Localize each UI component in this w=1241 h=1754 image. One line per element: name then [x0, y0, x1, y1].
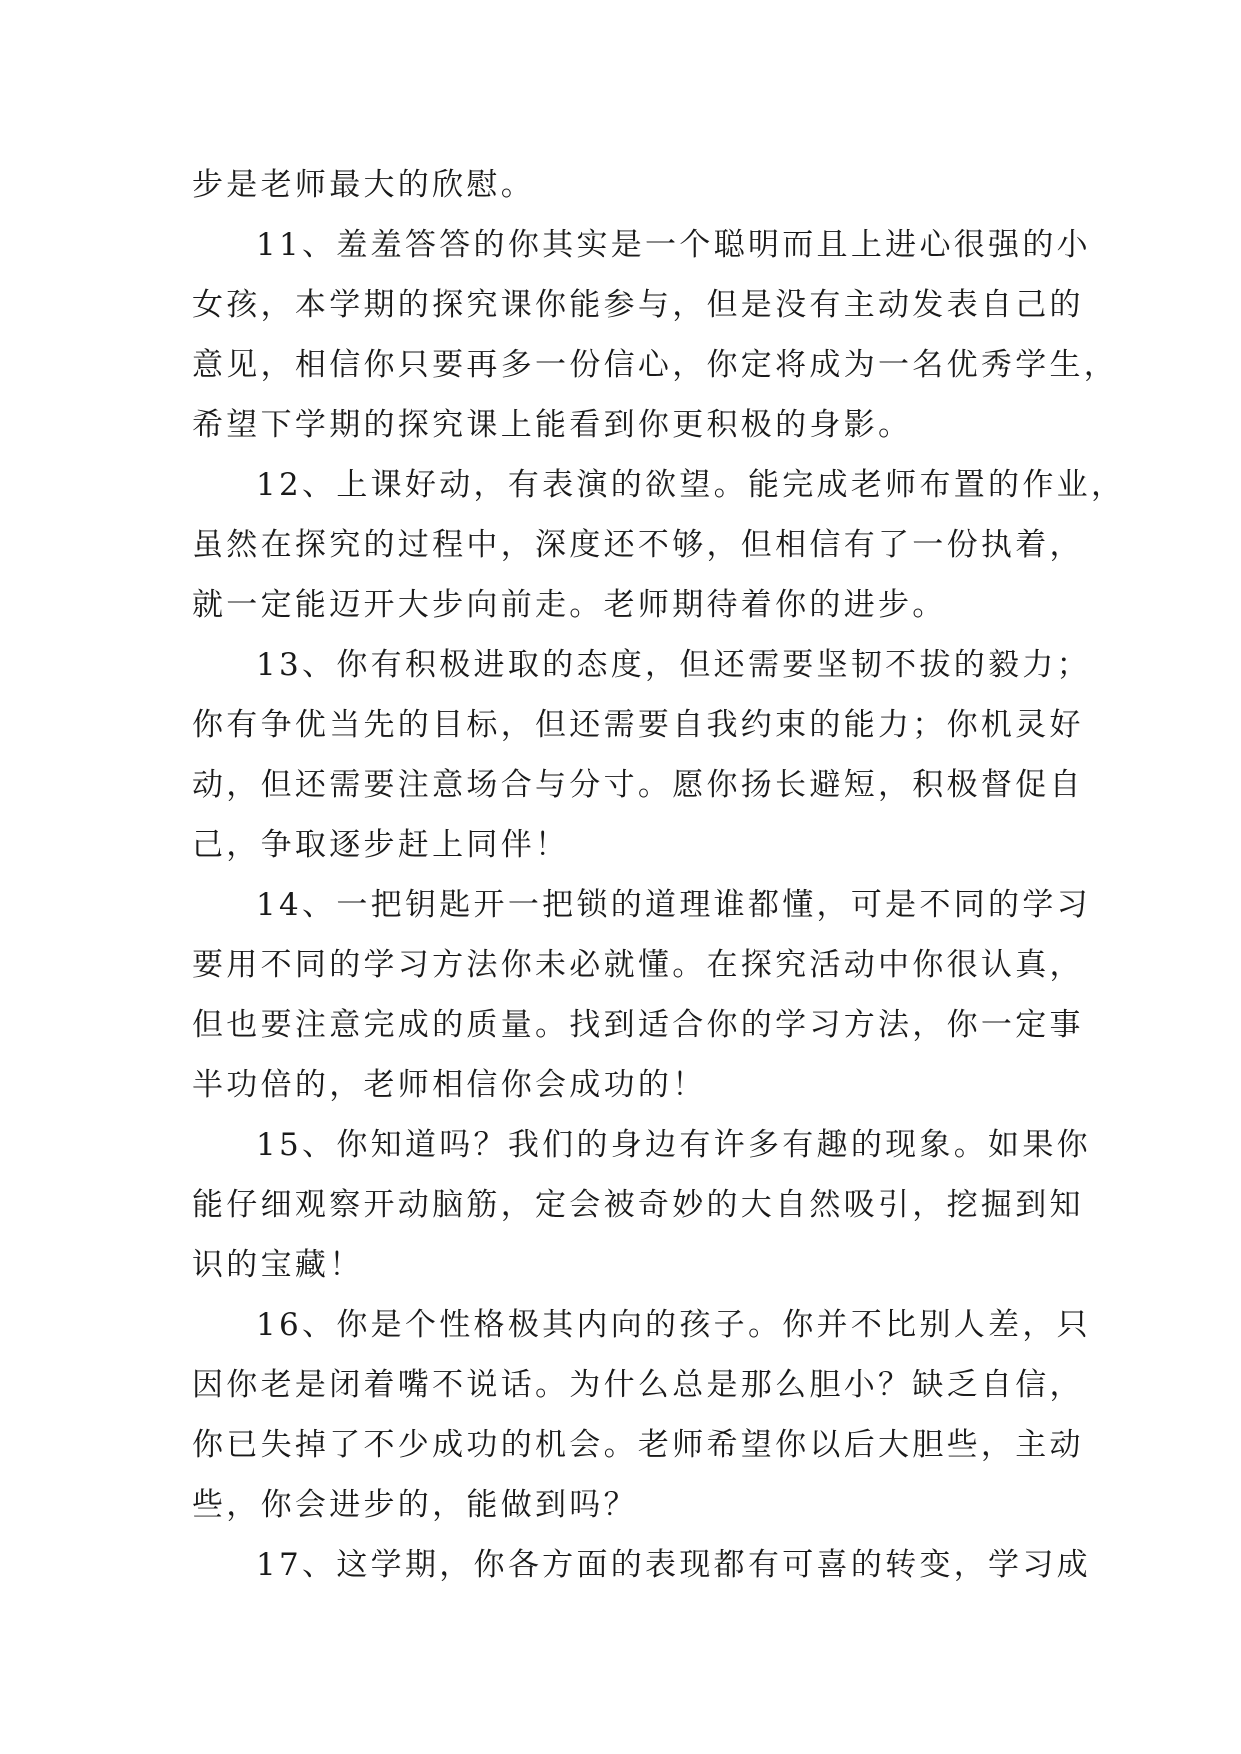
text-line: 半功倍的，老师相信你会成功的！ — [192, 1067, 707, 1103]
text-line: 17、这学期，你各方面的表现都有可喜的转变，学习成 — [256, 1547, 1091, 1583]
text-line: 你已失掉了不少成功的机会。老师希望你以后大胆些，主动 — [192, 1427, 1084, 1463]
text-line: 12、上课好动，有表演的欲望。能完成老师布置的作业， — [256, 467, 1126, 503]
text-line: 11、羞羞答答的你其实是一个聪明而且上进心很强的小 — [256, 227, 1091, 263]
text-line: 步是老师最大的欣慰。 — [192, 167, 535, 203]
text-line: 些，你会进步的，能做到吗？ — [192, 1487, 638, 1523]
text-line: 识的宝藏！ — [192, 1247, 364, 1283]
text-line: 女孩，本学期的探究课你能参与，但是没有主动发表自己的 — [192, 287, 1084, 323]
text-line: 己，争取逐步赶上同伴！ — [192, 827, 570, 863]
text-line: 13、你有积极进取的态度，但还需要坚韧不拔的毅力； — [256, 647, 1091, 683]
text-line: 能仔细观察开动脑筋，定会被奇妙的大自然吸引，挖掘到知 — [192, 1187, 1084, 1223]
text-line: 希望下学期的探究课上能看到你更积极的身影。 — [192, 407, 913, 443]
text-line: 但也要注意完成的质量。找到适合你的学习方法，你一定事 — [192, 1007, 1084, 1043]
text-line: 虽然在探究的过程中，深度还不够，但相信有了一份执着， — [192, 527, 1084, 563]
text-line: 15、你知道吗？我们的身边有许多有趣的现象。如果你 — [256, 1127, 1091, 1163]
text-line: 16、你是个性格极其内向的孩子。你并不比别人差，只 — [256, 1307, 1091, 1343]
text-line: 你有争优当先的目标，但还需要自我约束的能力；你机灵好 — [192, 707, 1084, 743]
text-line: 意见，相信你只要再多一份信心，你定将成为一名优秀学生， — [192, 347, 1119, 383]
text-line: 因你老是闭着嘴不说话。为什么总是那么胆小？缺乏自信， — [192, 1367, 1084, 1403]
text-line: 要用不同的学习方法你未必就懂。在探究活动中你很认真， — [192, 947, 1084, 983]
text-line: 动，但还需要注意场合与分寸。愿你扬长避短，积极督促自 — [192, 767, 1084, 803]
text-line: 14、一把钥匙开一把锁的道理谁都懂，可是不同的学习 — [256, 887, 1091, 923]
text-line: 就一定能迈开大步向前走。老师期待着你的进步。 — [192, 587, 947, 623]
